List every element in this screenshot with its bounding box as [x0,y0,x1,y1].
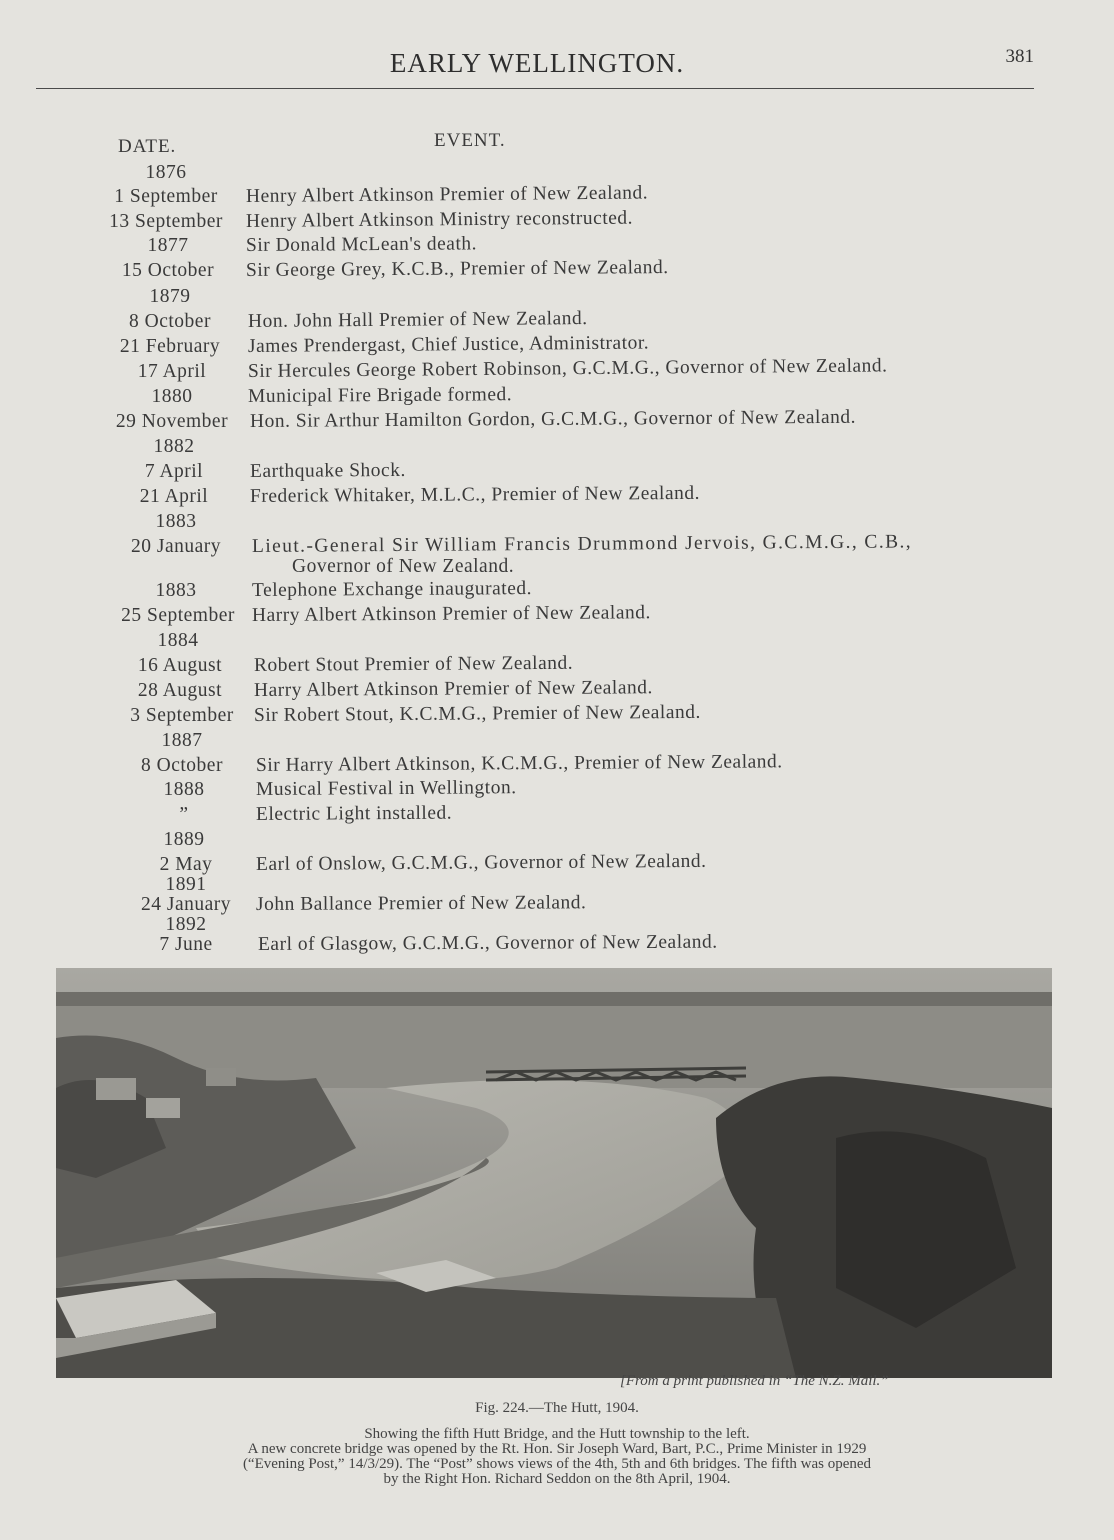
row-date: 1889 [163,829,205,850]
row-date: 1884 [157,630,199,651]
row-event: Telephone Exchange inaugurated. [251,578,533,601]
row-date: 13 September [109,211,223,232]
row-date: 1879 [149,286,191,307]
hutt-river-photo [56,968,1052,1378]
row-event: Musical Festival in Wellington. [255,777,517,800]
row-event: Sir Harry Albert Atkinson, K.C.M.G., Premier of New Zealand. [255,751,783,776]
page-number: 381 [1005,46,1034,67]
row-date: 1880 [151,386,193,407]
row-event: Earthquake Shock. [249,459,406,482]
figure-description [0,1427,1114,1487]
row-date: 1891 [165,874,207,895]
row-date: 25 September [121,605,235,626]
row-date: 1877 [147,235,189,256]
row-event: Henry Albert Atkinson Premier of New Zealand. [245,182,649,207]
row-date: 1876 [145,162,187,183]
row-date: 1892 [165,914,207,935]
row-date: 8 October [141,755,223,776]
figure-caption: Fig. 224.—The Hutt, 1904. [475,1400,639,1416]
page-title: EARLY WELLINGTON. [389,48,685,78]
row-date: 17 April [137,361,207,382]
row-event: Earl of Glasgow, G.C.M.G., Governor of New Zealand. [257,931,718,955]
row-event-continuation: Governor of New Zealand. [292,556,515,577]
row-event: Harry Albert Atkinson Premier of New Zealand. [253,677,653,701]
row-event: Hon. John Hall Premier of New Zealand. [247,308,588,332]
row-event: Earl of Onslow, G.C.M.G., Governor of New Zealand. [255,850,707,875]
row-date: 7 June [159,934,213,955]
row-event: Robert Stout Premier of New Zealand. [253,652,574,676]
description-line: A new concrete bridge was opened by the Rt. Hon. Sir Joseph Ward, Bart, P.C., Prime Minister in 1929 [247,1441,867,1457]
row-date: 1887 [161,730,203,751]
row-event: Sir Robert Stout, K.C.M.G., Premier of New Zealand. [253,701,701,726]
row-event: Sir Hercules George Robert Robinson, G.C.M.G., Governor of New Zealand. [247,355,888,382]
photo-illustration [56,968,1052,1378]
row-event: Hon. Sir Arthur Hamilton Gordon, G.C.M.G., Governor of New Zealand. [249,406,857,432]
date-column-heading: DATE. [118,136,177,157]
row-date: 16 August [137,655,223,676]
row-date: 24 January [140,894,232,915]
row-event: James Prendergast, Chief Justice, Administrator. [247,332,650,357]
row-date: 29 November [115,411,229,432]
row-date: 3 September [130,705,234,726]
row-event: Electric Light installed. [255,802,453,825]
row-event: Municipal Fire Brigade formed. [247,384,513,407]
row-event: Sir George Grey, K.C.B., Premier of New Zealand. [245,257,669,281]
row-date: 7 April [144,461,204,482]
row-event: Lieut.-General Sir William Francis Drummond Jervois, G.C.M.G., C.B., [251,531,913,557]
description-line: (“Evening Post,” 14/3/29). The “Post” shows views of the 4th, 5th and 6th bridges. The fifth was opened [242,1456,872,1472]
row-date: 8 October [129,311,211,332]
photo-credit: [From a print published in “The N.Z. Mail.” [620,1373,889,1389]
row-date: 1883 [155,580,197,601]
row-event: Harry Albert Atkinson Premier of New Zealand. [251,602,651,626]
description-line: by the Right Hon. Richard Seddon on the 8th April, 1904. [383,1471,731,1487]
event-column-heading: EVENT. [434,130,506,151]
row-event: Frederick Whitaker, M.L.C., Premier of New Zealand. [249,482,701,507]
row-event: John Ballance Premier of New Zealand. [255,892,587,915]
row-date: 1882 [153,436,195,457]
row-event: Sir Donald McLean's death. [245,233,478,256]
row-date: 21 April [139,486,209,507]
description-line: Showing the fifth Hutt Bridge, and the Hutt township to the left. [364,1426,750,1442]
row-date: ” [179,804,189,825]
row-date: 15 October [121,260,215,281]
row-date: 21 February [119,336,221,357]
row-date: 20 January [130,536,222,557]
row-date: 1883 [155,511,197,532]
row-date: 1 September [114,186,218,207]
row-event: Henry Albert Atkinson Ministry reconstructed. [245,207,634,232]
header-rule [36,88,1034,89]
row-date: 28 August [137,680,223,701]
row-date: 2 May [159,854,213,875]
row-date: 1888 [163,779,205,800]
